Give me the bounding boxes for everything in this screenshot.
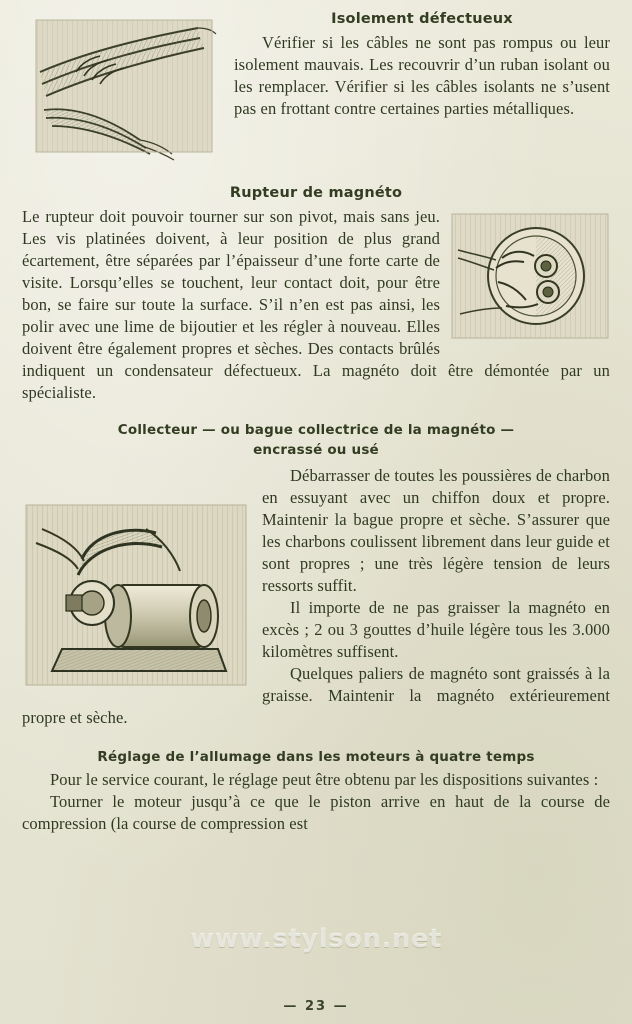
isolement-text-block	[234, 10, 610, 120]
cables-isolation-engraving	[22, 14, 220, 164]
page-number: — 23 —	[283, 999, 349, 1014]
section-rupteur	[22, 184, 610, 404]
watermark: www.stylson.net	[190, 924, 442, 954]
section-reglage	[22, 749, 610, 836]
magneto-breaker-engraving	[450, 210, 610, 342]
paragraph-collecteur-3: Quelques paliers de magnéto sont graissés à la graisse. Maintenir la magnéto extérieurement propre et sèche.	[22, 663, 610, 727]
section-isolement	[22, 10, 610, 170]
paragraph-rupteur-1: Le rupteur doit pouvoir tourner sur son pivot, mais sans jeu. Les vis platinées doivent, à leur position de plus grand écartement, être séparées par l’épaisseur d’une forte carte de visite. Lorsqu’elles se touchent, leur contact doit, pour être bon, se faire sur toute la surface. S’il n’en est pas ainsi, les polir avec une lime de bijoutier et les régler à nouveau. Elles doivent être également propres et sèches. Des contacts brûlés indiquent un condensateur défectueux. La magnéto doit être démontée par un spécialiste.	[22, 207, 610, 402]
paragraph-isolement-1: Vérifier si les câbles ne sont pas rompus ou leur isolement mauvais. Les recouvrir d’un ruban isolant ou les remplacer. Vérifier si les câbles isolants ne s’usent pas en frottant contre certaines parties métalliques.	[234, 33, 610, 118]
magneto-collector-engraving	[22, 499, 250, 691]
section-collecteur	[22, 422, 610, 729]
paragraph-collecteur-1: Débarrasser de toutes les poussières de charbon en essuyant avec un chiffon doux et propre. Maintenir la bague propre et sèche. S’assurer que les charbons coulissent librement dans leur guide et sont propres ; une très légère tension de leurs ressorts suffit.	[262, 466, 610, 595]
paragraph-reglage-2: Tourner le moteur jusqu’à ce que le piston arrive en haut de la course de compression (la course de compression est	[22, 792, 610, 834]
paragraph-collecteur-2: Il importe de ne pas graisser la magnéto en excès ; 2 ou 3 gouttes d’huile légère tous les 3.000 kilomètres suffisent.	[262, 597, 610, 661]
heading-rupteur: Rupteur de magnéto	[229, 185, 403, 201]
heading-collecteur-line2: encrassé ou usé	[253, 442, 379, 459]
heading-isolement: Isolement défectueux	[331, 11, 513, 27]
heading-reglage: Réglage de l’allumage dans les moteurs à quatre temps	[97, 748, 535, 765]
paragraph-reglage-1: Pour le service courant, le réglage peut être obtenu par les dispositions suivantes :	[50, 770, 599, 790]
heading-collecteur-line1: Collecteur — ou bague collectrice de la magnéto —	[117, 421, 515, 438]
